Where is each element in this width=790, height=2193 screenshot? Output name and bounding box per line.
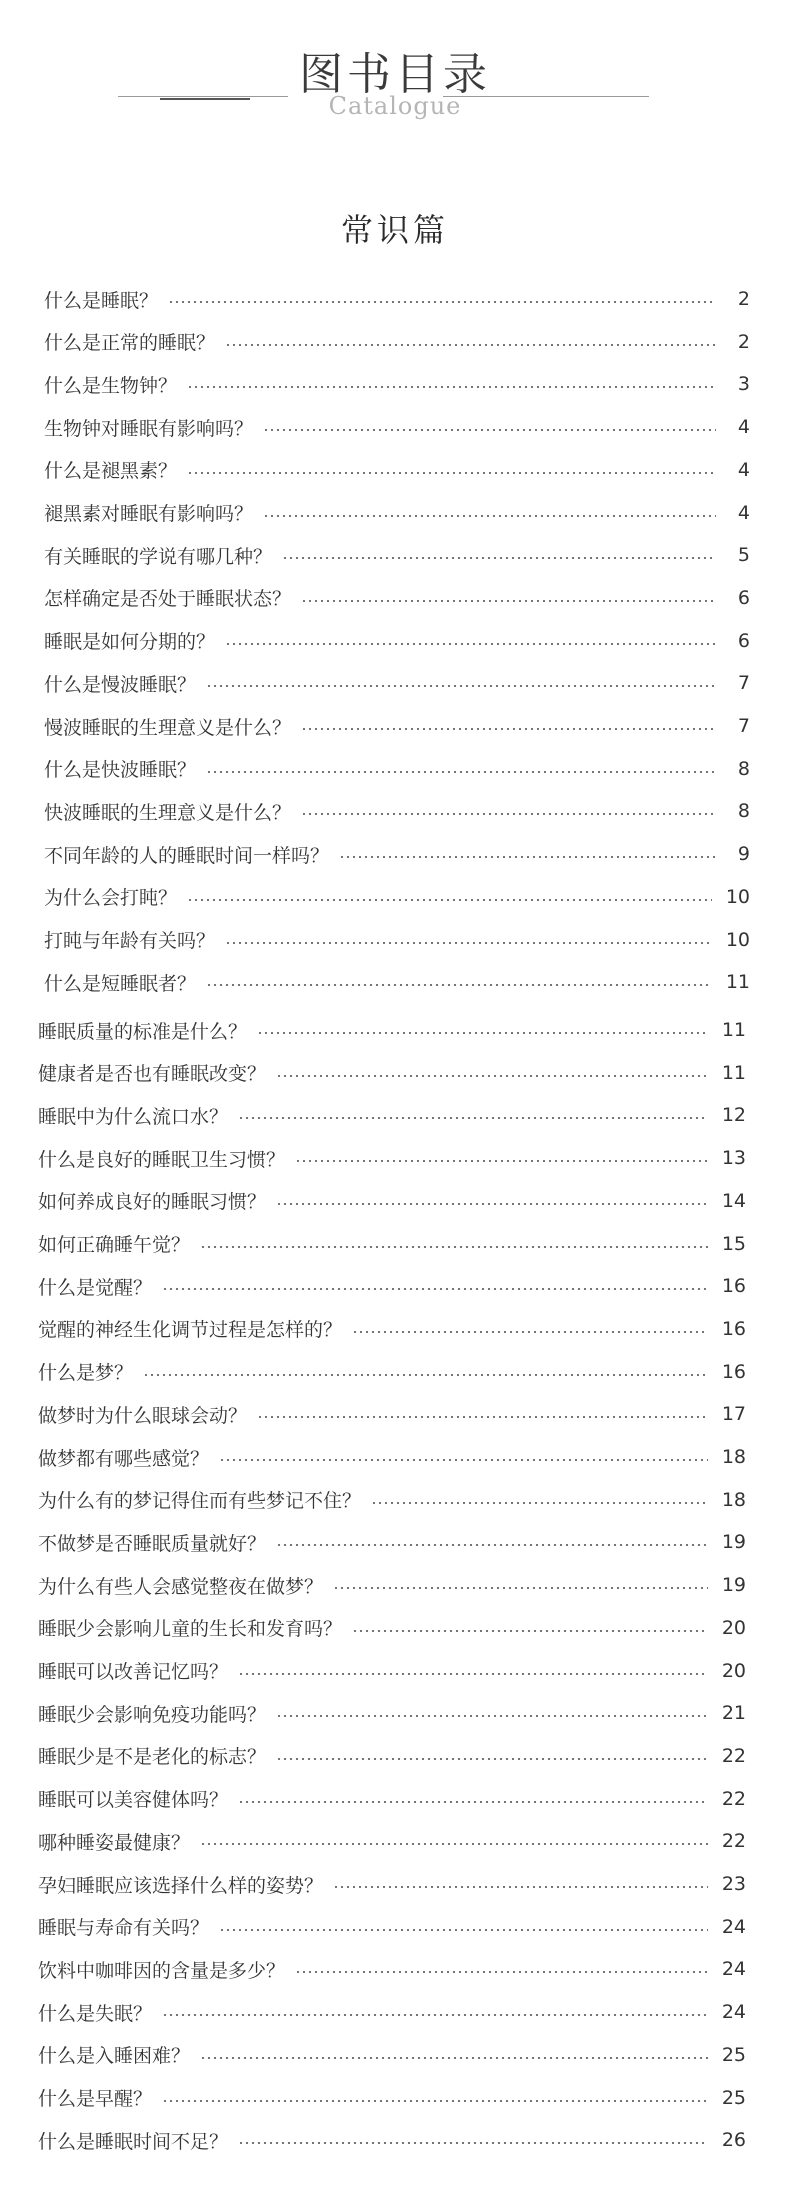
toc-leader-dots: [352, 1630, 708, 1632]
toc-leader-dots: [301, 728, 716, 730]
toc-entry[interactable]: [38, 1954, 746, 1984]
toc-entry[interactable]: [38, 1698, 746, 1728]
toc-entry[interactable]: [44, 583, 750, 613]
toc-entry-title: 睡眠少是不是老化的标志？: [38, 1746, 267, 1769]
toc-entry-page: 25: [721, 2086, 746, 2109]
toc-entry-page: 11: [725, 971, 750, 994]
toc-entry-page: 23: [721, 1873, 746, 1895]
toc-entry-page: 16: [721, 1317, 746, 1340]
toc-entry-page: 21: [721, 1702, 746, 1725]
toc-entry[interactable]: [38, 1357, 746, 1387]
toc-entry-title: 什么是良好的睡眠卫生习惯？: [38, 1148, 286, 1171]
toc-entry-title: 怎样确定是否处于睡眠状态？: [44, 588, 292, 611]
toc-entry[interactable]: [38, 1826, 746, 1856]
toc-leader-dots: [206, 984, 712, 986]
toc-entry-page: 26: [721, 2129, 746, 2152]
toc-leader-dots: [263, 429, 716, 431]
toc-entry-page: 4: [737, 458, 750, 481]
toc-entry-page: 7: [737, 672, 750, 695]
toc-entry[interactable]: [44, 626, 750, 656]
toc-leader-dots: [276, 1075, 708, 1077]
toc-entry-page: 8: [737, 800, 750, 823]
toc-entry-title: 什么是褪黑素？: [44, 460, 178, 483]
toc-entry-title: 睡眠质量的标准是什么？: [38, 1020, 248, 1043]
toc-entry-page: 13: [721, 1147, 746, 1170]
toc-entry-title: 为什么有些人会感觉整夜在做梦？: [38, 1575, 324, 1598]
toc-entry-title: 做梦都有哪些感觉？: [38, 1447, 210, 1470]
toc-entry[interactable]: [44, 327, 750, 357]
toc-entry-title: 饮料中咖啡因的含量是多少？: [38, 1959, 286, 1982]
toc-entry-title: 睡眠可以改善记忆吗？: [38, 1661, 229, 1683]
toc-entry-title: 睡眠是如何分期的？: [44, 631, 216, 654]
toc-entry-title: 什么是睡眠时间不足？: [38, 2130, 229, 2153]
toc-entry[interactable]: [38, 1399, 746, 1429]
toc-entry-title: 睡眠中为什么流口水？: [38, 1105, 229, 1128]
toc-entry[interactable]: [44, 967, 750, 997]
section-title: 常识篇: [340, 211, 449, 249]
toc-leader-dots: [257, 1032, 708, 1034]
toc-entry[interactable]: [38, 1143, 746, 1173]
toc-entry-title: 哪种睡姿最健康？: [38, 1831, 191, 1854]
toc-entry-title: 什么是失眠？: [38, 2002, 153, 2025]
toc-entry-page: 11: [721, 1061, 746, 1084]
toc-entry-title: 如何养成良好的睡眠习惯？: [38, 1191, 267, 1214]
toc-entry[interactable]: [44, 540, 750, 570]
toc-entry-page: 22: [721, 1830, 746, 1853]
toc-entry-page: 5: [737, 544, 750, 567]
toc-entry-page: 8: [737, 757, 750, 780]
toc-leader-dots: [371, 1502, 708, 1504]
toc-entry[interactable]: [38, 2083, 746, 2113]
toc-entry-title: 什么是生物钟？: [44, 374, 178, 397]
toc-entry[interactable]: [44, 796, 750, 826]
toc-leader-dots: [238, 2142, 708, 2144]
toc-entry-page: 6: [737, 629, 750, 652]
toc-entry-title: 如何正确睡午觉？: [38, 1234, 191, 1256]
toc-entry-title: 睡眠可以美容健体吗？: [38, 1789, 229, 1812]
toc-entry-title: 睡眠少会影响儿童的生长和发育吗？: [38, 1618, 343, 1641]
toc-entry-title: 有关睡眠的学说有哪几种？: [44, 545, 273, 568]
toc-entry[interactable]: [38, 1314, 746, 1344]
toc-leader-dots: [276, 1544, 708, 1546]
page-subtitle: Catalogue: [328, 92, 462, 120]
toc-entry[interactable]: [38, 2125, 746, 2155]
toc-leader-dots: [282, 557, 716, 559]
toc-entry[interactable]: [38, 1656, 746, 1686]
toc-entry-page: 24: [721, 1958, 746, 1981]
toc-entry-page: 7: [737, 715, 750, 737]
toc-entry-page: 24: [721, 2001, 746, 2024]
toc-leader-dots: [187, 386, 716, 388]
toc-entry-page: 16: [721, 1275, 746, 1298]
toc-entry-title: 为什么有的梦记得住而有些梦记不住？: [38, 1490, 362, 1513]
toc-entry-page: 15: [721, 1232, 746, 1255]
toc-entry-title: 什么是睡眠？: [44, 289, 159, 312]
toc-entry[interactable]: [38, 1100, 746, 1130]
toc-entry-page: 20: [721, 1616, 746, 1639]
toc-leader-dots: [162, 2014, 708, 2016]
toc-entry-title: 做梦时为什么眼球会动？: [38, 1404, 248, 1427]
toc-entry-page: 6: [737, 586, 750, 609]
toc-entry-page: 20: [721, 1659, 746, 1682]
toc-entry[interactable]: [38, 1058, 746, 1088]
toc-entry[interactable]: [38, 1570, 746, 1600]
toc-leader-dots: [206, 771, 716, 773]
toc-entry-page: 2: [737, 330, 750, 353]
toc-entry-page: 4: [737, 416, 750, 439]
toc-entry-page: 4: [737, 501, 750, 524]
toc-entry-page: 2: [737, 288, 750, 310]
toc-entry[interactable]: [38, 1015, 746, 1045]
toc-leader-dots: [295, 1971, 708, 1973]
toc-leader-dots: [219, 1929, 708, 1931]
toc-entry-title: 不同年龄的人的睡眠时间一样吗？: [44, 844, 330, 867]
toc-entry-title: 什么是入睡困难？: [38, 2045, 191, 2068]
toc-leader-dots: [352, 1331, 708, 1333]
toc-leader-dots: [225, 344, 716, 346]
toc-entry-title: 为什么会打盹？: [44, 887, 178, 910]
toc-entry-page: 10: [725, 885, 750, 908]
toc-leader-dots: [263, 515, 716, 517]
toc-entry-title: 什么是早醒？: [38, 2088, 153, 2110]
toc-entry-page: 18: [721, 1488, 746, 1511]
toc-entry[interactable]: [38, 1229, 746, 1259]
toc-entry[interactable]: [38, 2040, 746, 2070]
toc-entry-page: 22: [721, 1744, 746, 1767]
toc-leader-dots: [187, 899, 712, 901]
toc-entry-page: 25: [721, 2043, 746, 2066]
toc-entry-page: 12: [721, 1104, 746, 1127]
toc-entry-page: 16: [721, 1360, 746, 1383]
toc-entry-page: 24: [721, 1915, 746, 1938]
toc-entry-page: 18: [721, 1446, 746, 1468]
toc-leader-dots: [339, 856, 716, 858]
toc-entry-title: 什么是正常的睡眠？: [44, 332, 216, 355]
toc-leader-dots: [206, 685, 716, 687]
toc-entry[interactable]: [44, 839, 750, 869]
toc-entry-title: 觉醒的神经生化调节过程是怎样的？: [38, 1319, 343, 1342]
toc-entry[interactable]: [38, 1527, 746, 1557]
toc-entry-page: 19: [721, 1574, 746, 1597]
toc-entry[interactable]: [44, 369, 750, 399]
toc-entry-title: 什么是梦？: [38, 1362, 134, 1385]
toc-entry-title: 什么是短睡眠者？: [44, 972, 197, 995]
toc-entry-page: 11: [721, 1019, 746, 1041]
toc-entry[interactable]: [44, 754, 750, 784]
toc-entry-page: 19: [721, 1531, 746, 1554]
toc-entry-page: 9: [737, 843, 750, 866]
toc-entry-page: 22: [721, 1787, 746, 1810]
toc-entry-title: 什么是觉醒？: [38, 1276, 153, 1299]
toc-leader-dots: [295, 1160, 708, 1162]
toc-leader-dots: [257, 1416, 708, 1418]
toc-entry[interactable]: [38, 1784, 746, 1814]
toc-leader-dots: [168, 301, 716, 303]
toc-entry-page: 14: [721, 1189, 746, 1212]
toc-entry-title: 健康者是否也有睡眠改变？: [38, 1063, 267, 1086]
toc-entry-title: 打盹与年龄有关吗？: [44, 930, 216, 952]
toc-entry[interactable]: [38, 1912, 746, 1942]
toc-leader-dots: [162, 2100, 708, 2102]
toc-entry-title: 褪黑素对睡眠有影响吗？: [44, 503, 254, 525]
toc-entry[interactable]: [44, 668, 750, 698]
toc-entry[interactable]: [38, 1485, 746, 1515]
toc-entry[interactable]: [38, 1271, 746, 1301]
toc-leader-dots: [333, 1886, 708, 1888]
toc-entry-title: 睡眠少会影响免疫功能吗？: [38, 1703, 267, 1726]
toc-entry[interactable]: [44, 711, 750, 741]
toc-leader-dots: [200, 1843, 708, 1845]
toc-leader-dots: [276, 1758, 708, 1760]
toc-leader-dots: [200, 1246, 708, 1248]
toc-entry-title: 孕妇睡眠应该选择什么样的姿势？: [38, 1874, 324, 1897]
toc-entry-title: 什么是慢波睡眠？: [44, 673, 197, 696]
toc-leader-dots: [333, 1587, 708, 1589]
toc-leader-dots: [187, 472, 716, 474]
toc-leader-dots: [276, 1203, 708, 1205]
toc-entry[interactable]: [38, 1997, 746, 2027]
toc-leader-dots: [238, 1117, 708, 1119]
toc-leader-dots: [225, 942, 712, 944]
toc-entry[interactable]: [44, 498, 750, 528]
toc-entry[interactable]: [38, 1613, 746, 1643]
toc-entry-title: 睡眠与寿命有关吗？: [38, 1917, 210, 1940]
toc-entry[interactable]: [38, 1442, 746, 1472]
toc-entry-title: 什么是快波睡眠？: [44, 759, 197, 782]
toc-entry-title: 不做梦是否睡眠质量就好？: [38, 1532, 267, 1555]
toc-entry[interactable]: [44, 455, 750, 485]
toc-leader-dots: [225, 643, 716, 645]
toc-entry[interactable]: [44, 284, 750, 314]
toc-leader-dots: [200, 2057, 708, 2059]
toc-leader-dots: [238, 1673, 708, 1675]
page-title: 图书目录: [299, 49, 491, 100]
toc-entry-page: 10: [725, 928, 750, 951]
toc-entry-title: 生物钟对睡眠有影响吗？: [44, 417, 254, 440]
toc-entry[interactable]: [38, 1869, 746, 1899]
toc-leader-dots: [301, 600, 716, 602]
toc-leader-dots: [219, 1459, 708, 1461]
toc-entry-page: 17: [721, 1403, 746, 1426]
toc-entry-title: 快波睡眠的生理意义是什么？: [44, 801, 292, 824]
toc-entry[interactable]: [38, 1186, 746, 1216]
toc-entry-page: 3: [737, 373, 750, 396]
toc-leader-dots: [238, 1801, 708, 1803]
toc-entry[interactable]: [44, 925, 750, 955]
toc-leader-dots: [276, 1715, 708, 1717]
toc-entry-title: 慢波睡眠的生理意义是什么？: [44, 716, 292, 739]
toc-entry[interactable]: [38, 1741, 746, 1771]
toc-leader-dots: [301, 813, 716, 815]
toc-entry[interactable]: [44, 882, 750, 912]
toc-entry[interactable]: [44, 412, 750, 442]
toc-leader-dots: [162, 1288, 708, 1290]
toc-leader-dots: [143, 1374, 708, 1376]
